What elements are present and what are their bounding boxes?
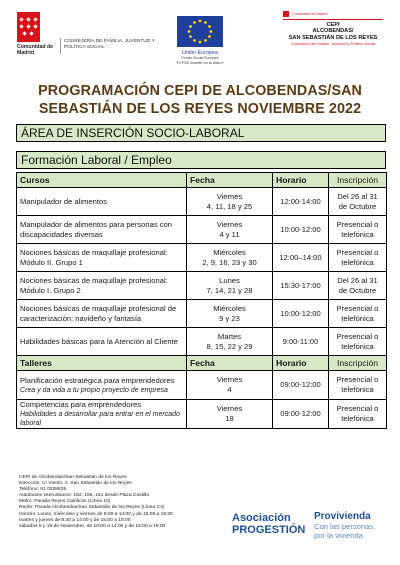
- page-title: [0, 82, 400, 118]
- header-fecha-2: Fecha: [187, 356, 273, 371]
- header-cursos: Cursos: [17, 173, 187, 188]
- ins-line1: Del 26 al 31: [337, 191, 378, 201]
- eu-sub1: Fondo Social Europeo: [181, 56, 219, 60]
- workshop-time: 09:00-12:00: [273, 371, 329, 400]
- course-time: 12:00-14:00: [273, 188, 329, 216]
- header-inscripcion-2: Inscripción: [329, 356, 387, 371]
- workshop-time: 09:00-12:00: [273, 400, 329, 429]
- date-days: 2, 9, 16, 23 y 30: [202, 257, 257, 267]
- workshop-subtitle: Crea y da vida a tu propio proyecto de empresa: [20, 386, 168, 394]
- course-name: Nociones básicas de maquillaje profesional de caracterización: navideño y fantasía: [17, 300, 187, 328]
- course-date: [187, 188, 273, 216]
- eu-name: Unión Europea: [182, 50, 218, 56]
- footer-line: Renfe: Parada Alcobendas/San Sebastián de los Reyes (Línea C4): [19, 505, 165, 511]
- course-inscription: [329, 188, 387, 216]
- ins-line2: telefónica: [341, 257, 374, 267]
- cepi-logo: [283, 10, 383, 46]
- ins-line2: telefónica: [341, 341, 374, 351]
- workshop-inscription: [329, 400, 387, 429]
- date-days: 4: [227, 385, 232, 394]
- assoc-word-2: PROGESTIÓN: [232, 524, 306, 536]
- course-name: Nociones básicas de maquillaje profesional: Módulo I. Grupo 2: [17, 272, 187, 300]
- cepi-top-text: Comunidad de Madrid: [292, 12, 328, 16]
- course-name: Habilidades básicas para la Atención al Cliente: [17, 328, 187, 356]
- date-days: 4, 11, 18 y 25: [206, 201, 253, 211]
- cepi-sub: Consejería de Familia, Juventud y Política Social: [290, 41, 376, 47]
- subsection-bar: Formación Laboral / Empleo: [16, 151, 386, 169]
- tagline-2: por la vivienda: [314, 530, 363, 540]
- date-day: Viernes: [216, 375, 243, 384]
- table-row: [17, 300, 387, 328]
- table-row: [17, 188, 387, 216]
- workshop-date: [187, 371, 273, 400]
- course-time: 12:00–14:00: [273, 244, 329, 272]
- course-time: 15:30-17:00: [273, 272, 329, 300]
- course-name: Manipulador de alimentos: [17, 188, 187, 216]
- footer-line: Autobuses interurbanos: 152, 156, 161 desde Plaza Castilla: [19, 493, 149, 499]
- course-name: Manipulador de alimentos para personas con discapacidades diversas: [17, 216, 187, 244]
- date-day: Miércoles: [213, 247, 246, 257]
- footer-line: Metro: Parada Reyes Católicos (Línea 10): [19, 499, 111, 505]
- ins-line1: Presencial o: [336, 219, 379, 229]
- ins-line2: de Octubre: [338, 285, 377, 295]
- course-inscription: [329, 300, 387, 328]
- cm-dept: CONSEJERÍA DE FAMILIA, JUVENTUD Y POLÍTICA SOCIAL: [64, 39, 155, 50]
- ins-line2: de Octubre: [338, 201, 377, 211]
- madrid-flag-icon: [17, 12, 40, 42]
- ins-line2: telefónica: [341, 385, 374, 394]
- eu-flag-icon: [177, 16, 223, 47]
- cepi-name-2: ALCOBENDAS/: [312, 28, 354, 35]
- eu-logo: [170, 16, 230, 65]
- date-day: Lunes: [219, 275, 240, 285]
- footer-line: martes y jueves de 8:30 a 14:00 y de 15:00 a 19:00: [19, 517, 131, 523]
- course-date: [187, 300, 273, 328]
- course-time: 9:00-11:00: [273, 328, 329, 356]
- workshop-date: [187, 400, 273, 429]
- header-talleres: Talleres: [17, 356, 187, 371]
- cepi-name-3: SAN SEBASTIÁN DE LOS REYES: [288, 34, 378, 41]
- course-inscription: [329, 272, 387, 300]
- date-day: Viernes: [216, 404, 243, 413]
- date-day: Martes: [217, 331, 242, 341]
- footer-line: Teléfono: 91 0028829: [19, 487, 67, 493]
- table-row: [17, 400, 387, 429]
- workshop-title: Competencias para emprendedores: [20, 400, 142, 409]
- title-line-1: PROGRAMACIÓN CEPI DE ALCOBENDAS/SAN: [38, 83, 362, 99]
- workshop-name: [17, 400, 187, 429]
- footer-line: sábados 5 y 19 de Noviembre, de 10:00 a 14:00 y de 15:00 a 19:00: [19, 523, 166, 529]
- ins-line1: Del 26 al 31: [337, 275, 378, 285]
- schedule-table: [16, 172, 387, 429]
- course-date: [187, 244, 273, 272]
- footer-info: [19, 475, 239, 530]
- course-date: [187, 272, 273, 300]
- date-days: 7, 14, 21 y 28: [206, 285, 253, 295]
- ins-line1: Presencial o: [336, 331, 379, 341]
- date-day: Miércoles: [213, 303, 246, 313]
- table-row: [17, 272, 387, 300]
- courses-header-row: [17, 173, 387, 188]
- footer-line: Horario: Lunes, miércoles y viernes de 9:00 a 14:00 y de 15:00 a 19:00: [19, 511, 173, 517]
- header-fecha: Fecha: [187, 173, 273, 188]
- cm-name: Comunidad de Madrid: [17, 44, 54, 56]
- table-row: [17, 216, 387, 244]
- workshop-name: [17, 371, 187, 400]
- ins-line1: Presencial o: [336, 375, 379, 384]
- course-date: [187, 216, 273, 244]
- date-days: 8, 15, 22 y 29: [206, 341, 253, 351]
- date-days: 9 y 23: [219, 313, 240, 323]
- course-name: Nociones básicas de maquillaje profesional: Módulo II. Grupo 1: [17, 244, 187, 272]
- table-row: [17, 328, 387, 356]
- ins-line1: Presencial o: [336, 303, 379, 313]
- date-day: Viernes: [216, 219, 243, 229]
- ins-line2: telefónica: [341, 313, 374, 323]
- tagline-1: Con las personas,: [314, 522, 376, 531]
- course-time: 10:00-12:00: [273, 216, 329, 244]
- workshops-header-row: [17, 356, 387, 371]
- date-day: Viernes: [216, 191, 243, 201]
- workshop-subtitle: Habilidades a desarrollar para entrar en el mercado laboral: [20, 411, 180, 427]
- table-row: [17, 244, 387, 272]
- header-inscripcion: Inscripción: [329, 173, 387, 188]
- table-row: [17, 371, 387, 400]
- assoc-word-1: Asociación: [232, 512, 291, 524]
- course-inscription: [329, 328, 387, 356]
- footer-line: CEPI de Alcobendas/San Sebastián de los Reyes: [19, 475, 127, 480]
- ins-line2: telefónica: [341, 229, 374, 239]
- asociacion-progestion-logo: [232, 511, 382, 541]
- date-days: 18: [225, 414, 234, 423]
- provivienda-name: Provivienda: [314, 511, 371, 522]
- cepi-name-1: CEPI: [326, 22, 340, 28]
- eu-sub2: "El FSE invierte en tu futuro": [175, 60, 225, 65]
- ins-line1: Presencial o: [336, 247, 379, 257]
- ins-line2: telefónica: [341, 414, 374, 423]
- course-date: [187, 328, 273, 356]
- ins-line1: Presencial o: [336, 404, 379, 413]
- area-section-bar: ÁREA DE INSERCIÓN SOCIO-LABORAL: [16, 124, 386, 142]
- workshop-inscription: [329, 371, 387, 400]
- provivienda-tagline: [314, 523, 386, 540]
- date-days: 4 y 11: [219, 229, 240, 239]
- title-line-2: SEBASTIÁN DE LOS REYES NOVIEMBRE 2022: [38, 101, 362, 117]
- course-inscription: [329, 244, 387, 272]
- madrid-mark-icon: [283, 11, 289, 17]
- course-inscription: [329, 216, 387, 244]
- header-horario: Horario: [273, 173, 329, 188]
- footer-line: Dirección: C/ Viento, 2. San Sebastián de los Reyes: [19, 481, 132, 487]
- workshop-title: Planificación estratégica para emprendedores: [20, 375, 175, 385]
- header-logos: [0, 0, 400, 78]
- header-horario-2: Horario: [273, 356, 329, 371]
- course-time: 10:00-12:00: [273, 300, 329, 328]
